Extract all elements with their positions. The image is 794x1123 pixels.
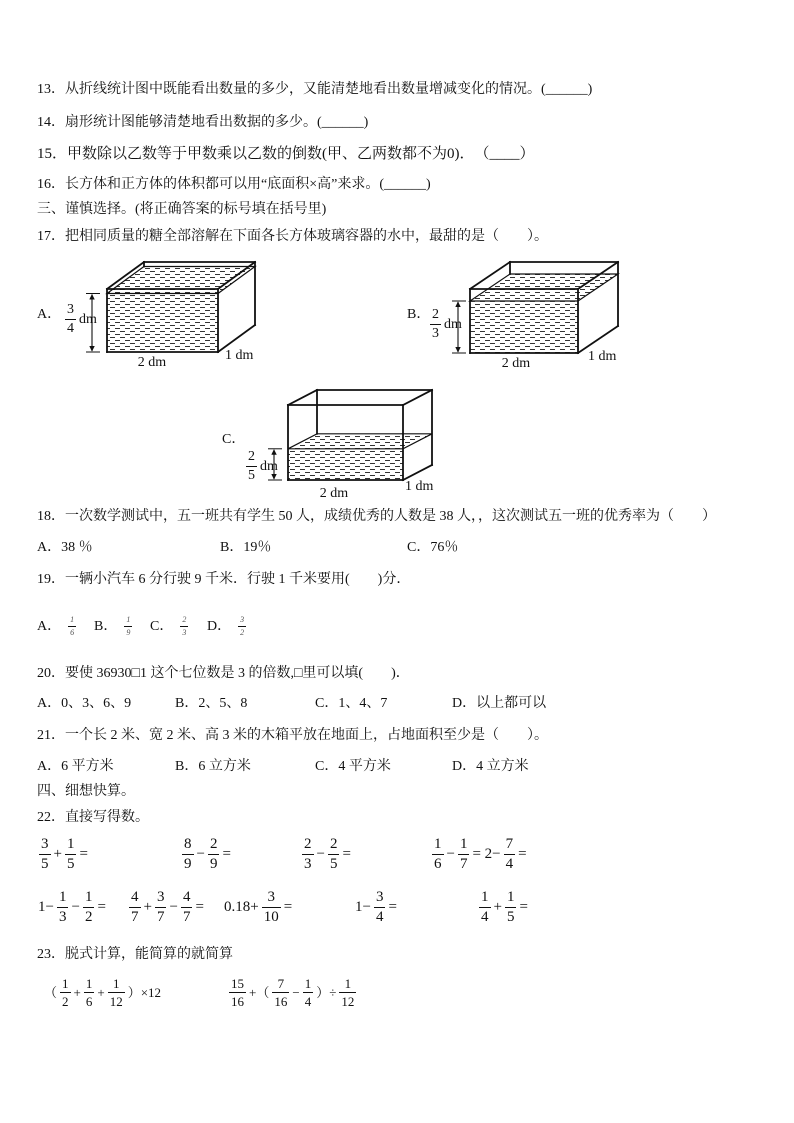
q19-option-b	[94, 616, 133, 637]
q22-expression	[222, 890, 294, 925]
math-symbol: ）÷	[316, 985, 337, 1000]
fraction-denominator: 7	[182, 909, 191, 925]
container-figure-c	[268, 390, 432, 480]
fraction	[181, 890, 193, 925]
fraction-numerator: 1	[459, 836, 468, 852]
q22-expression	[301, 837, 353, 872]
fraction-denominator: 9	[209, 856, 218, 872]
math-symbol: −	[292, 985, 300, 1000]
q21-option-c: C．4 平方米	[315, 759, 391, 774]
option-letter: B．	[94, 619, 118, 634]
figure-c-option-label: C．	[222, 432, 246, 447]
math-symbol: =	[519, 899, 528, 915]
fraction	[129, 890, 141, 925]
question-17: 17．把相同质量的糖全部溶解在下面各长方体玻璃容器的水中，最甜的是（ ）。	[37, 229, 548, 244]
fraction-numerator: 1	[344, 976, 352, 991]
fraction-denominator: 12	[341, 994, 355, 1009]
math-symbol: =	[222, 846, 231, 862]
q20-option-b: B．2、5、8	[175, 696, 248, 711]
option-fraction	[123, 616, 133, 637]
fraction-denominator: 4	[67, 321, 74, 336]
q18-option-b: B．19％	[220, 540, 272, 555]
q20-option-c: C．1、4、7	[315, 696, 388, 711]
math-symbol: dm	[444, 316, 462, 332]
fraction-numerator: 1	[126, 615, 131, 624]
fraction	[303, 977, 314, 1008]
question-14: 14．扇形统计图能够清楚地看出数据的多少。(______)	[37, 115, 369, 130]
fraction-denominator: 5	[329, 856, 338, 872]
math-symbol: −	[196, 846, 205, 862]
fraction	[65, 303, 76, 336]
option-letter: D．	[207, 619, 232, 634]
fraction-denominator: 5	[506, 909, 515, 925]
question-13: 13．从折线统计图中既能看出数量的多少，又能清楚地看出数量增减变化的情况。(______)	[37, 82, 593, 97]
fraction	[83, 890, 95, 925]
fraction-numerator: 1	[62, 976, 69, 991]
fraction-numerator: 7	[277, 976, 285, 991]
fraction-numerator: 1	[84, 889, 93, 905]
math-symbol: +	[73, 985, 81, 1000]
q19-option-c	[150, 616, 189, 637]
math-symbol: 1−	[355, 899, 371, 915]
q21-option-b: B．6 立方米	[175, 759, 251, 774]
fraction-numerator: 7	[505, 836, 514, 852]
math-symbol: =	[195, 899, 204, 915]
fraction-denominator: 5	[248, 468, 255, 483]
fraction-numerator: 2	[329, 836, 338, 852]
q19-option-d	[207, 616, 247, 637]
fraction	[182, 837, 194, 872]
question-22: 22．直接写得数。	[37, 810, 149, 825]
water-surface	[288, 434, 432, 449]
option-letter: C．	[150, 619, 174, 634]
math-symbol: 0.18+	[224, 899, 259, 915]
fraction-denominator: 4	[304, 994, 312, 1009]
fraction	[272, 977, 289, 1008]
fraction	[328, 837, 340, 872]
fraction-denominator: 7	[131, 909, 139, 925]
option-letter: A．	[37, 619, 62, 634]
fraction-numerator: 1	[304, 976, 312, 991]
figure-b-width-label: 1 dm	[588, 349, 617, 364]
math-symbol: =	[283, 899, 293, 915]
fraction-denominator: 3	[58, 909, 67, 925]
fraction	[302, 837, 314, 872]
q22-expression	[36, 890, 108, 925]
fraction	[108, 977, 125, 1008]
figure-b-length-label: 2 dm	[501, 356, 531, 371]
q22-expression	[353, 890, 399, 925]
option-fraction	[237, 616, 247, 637]
fraction	[374, 890, 386, 925]
figure-a-length-label: 2 dm	[137, 355, 167, 370]
fraction-numerator: 3	[267, 889, 275, 905]
fraction-numerator: 1	[434, 836, 442, 852]
math-symbol: 1−	[38, 899, 54, 915]
fraction-numerator: 1	[481, 889, 489, 905]
water-front	[107, 294, 218, 353]
math-symbol: = 2−	[472, 846, 501, 862]
fraction	[339, 977, 356, 1008]
figure-b-option-label: B．	[407, 307, 431, 322]
section-3-title: 三、谨慎选择。(将正确答案的标号填在括号里)	[37, 202, 327, 217]
q22-expression	[431, 837, 529, 872]
fraction-numerator: 1	[85, 976, 93, 991]
math-symbol: =	[342, 846, 351, 862]
fraction	[229, 977, 246, 1008]
fraction	[65, 837, 77, 872]
math-symbol: +	[493, 899, 502, 915]
fraction-denominator: 4	[375, 909, 384, 925]
fraction-numerator: 1	[506, 889, 515, 905]
math-symbol: +	[97, 985, 105, 1000]
fraction-denominator: 12	[109, 994, 123, 1009]
fraction	[479, 890, 491, 925]
q23-expression	[228, 977, 357, 1008]
question-16: 16．长方体和正方体的体积都可以用“底面积×高”来求。(______)	[37, 177, 431, 192]
math-symbol: =	[97, 899, 106, 915]
q20-option-a: A．0、3、6、9	[37, 696, 132, 711]
figure-c-height-label	[245, 450, 280, 483]
fraction	[68, 616, 76, 637]
figure-a-option-label: A．	[37, 307, 62, 322]
fraction-numerator: 2	[209, 836, 218, 852]
container-figure-b	[452, 262, 618, 353]
fraction	[458, 837, 470, 872]
math-symbol: +（	[249, 985, 270, 1000]
fraction-numerator: 4	[182, 889, 191, 905]
question-18: 18．一次数学测试中，五一班共有学生 50 人，成绩优秀的人数是 38 人，，这次测试五一班的优秀率为（ ）	[37, 509, 716, 524]
fraction	[208, 837, 220, 872]
figure-b-height-label	[429, 308, 464, 341]
container-edge	[288, 390, 317, 405]
fraction-numerator: 2	[432, 307, 439, 322]
question-21: 21．一个长 2 米、宽 2 米、高 3 米的木箱平放在地面上，占地面积至少是（ ）。	[37, 728, 548, 743]
option-fraction	[67, 616, 77, 637]
q22-expression	[38, 837, 90, 872]
math-symbol: =	[79, 846, 88, 862]
math-symbol: −	[446, 846, 455, 862]
container-figure-a	[86, 262, 255, 352]
fraction	[84, 977, 95, 1008]
math-symbol: −	[316, 846, 325, 862]
math-symbol: dm	[79, 311, 97, 327]
math-symbol: =	[518, 846, 527, 862]
fraction-numerator: 2	[248, 449, 255, 464]
q20-option-d: D．以上都可以	[452, 696, 547, 711]
fraction-denominator: 16	[231, 994, 244, 1009]
q22-expression	[128, 890, 206, 925]
fraction	[155, 890, 167, 925]
math-symbol: （	[44, 985, 58, 1000]
math-symbol: =	[388, 899, 397, 915]
fraction	[238, 616, 246, 637]
q18-option-a: A．38 ％	[37, 540, 93, 555]
q21-option-d: D．4 立方米	[452, 759, 529, 774]
fraction-denominator: 10	[263, 909, 279, 925]
figure-a-height-label	[64, 303, 99, 336]
fraction-numerator: 2	[182, 615, 187, 624]
fraction-denominator: 2	[84, 909, 93, 925]
fraction-numerator: 1	[70, 615, 75, 624]
fraction-numerator: 3	[375, 889, 384, 905]
fraction-denominator: 7	[459, 856, 468, 872]
q18-option-c: C．76％	[407, 540, 459, 555]
fraction-numerator: 3	[156, 889, 165, 905]
fraction-denominator: 9	[184, 856, 192, 872]
fraction-denominator: 6	[70, 628, 75, 637]
math-symbol: ）×12	[127, 985, 162, 1000]
fraction-denominator: 5	[41, 856, 49, 872]
fraction-denominator: 2	[62, 994, 69, 1009]
math-symbol: −	[71, 899, 80, 915]
fraction	[57, 890, 69, 925]
math-symbol: −	[169, 899, 178, 915]
fraction-denominator: 7	[156, 909, 165, 925]
fraction-denominator: 9	[126, 628, 131, 637]
fraction-denominator: 6	[434, 856, 442, 872]
math-symbol: +	[53, 846, 62, 862]
option-fraction	[179, 616, 189, 637]
fraction	[262, 890, 281, 925]
fraction-denominator: 4	[481, 909, 489, 925]
water-front	[288, 449, 403, 480]
fraction-denominator: 3	[432, 326, 439, 341]
fraction-numerator: 3	[67, 302, 74, 317]
fraction-numerator: 1	[58, 889, 67, 905]
fraction	[60, 977, 71, 1008]
fraction-numerator: 1	[112, 976, 120, 991]
q22-expression	[478, 890, 530, 925]
fraction	[246, 450, 257, 483]
question-20: 20．要使 36930□1 这个七位数是 3 的倍数,□里可以填( )．	[37, 666, 410, 681]
q23-expression	[42, 977, 163, 1008]
math-symbol: +	[143, 899, 152, 915]
fraction-numerator: 2	[304, 836, 312, 852]
question-23: 23．脱式计算，能简算的就简算	[37, 947, 233, 962]
fraction-denominator: 6	[85, 994, 93, 1009]
fraction	[39, 837, 51, 872]
fraction-numerator: 3	[41, 836, 49, 852]
fraction-numerator: 3	[240, 615, 245, 624]
water-front	[470, 301, 578, 353]
fraction-denominator: 4	[505, 856, 514, 872]
math-symbol: dm	[260, 458, 278, 474]
fraction-denominator: 3	[304, 856, 312, 872]
question-19: 19．一辆小汽车 6 分行驶 9 千米．行驶 1 千米要用( )分．	[37, 572, 411, 587]
figure-c-width-label: 1 dm	[405, 479, 434, 494]
q21-option-a: A．6 平方米	[37, 759, 114, 774]
fraction-numerator: 1	[66, 836, 75, 852]
fraction-denominator: 2	[240, 628, 245, 637]
fraction	[432, 837, 444, 872]
figure-c-length-label: 2 dm	[319, 486, 349, 501]
fraction-denominator: 16	[274, 994, 288, 1009]
fraction	[124, 616, 132, 637]
fraction	[180, 616, 188, 637]
section-4-title: 四、细想快算。	[37, 784, 135, 799]
fraction-numerator: 15	[231, 976, 244, 991]
q22-expression	[181, 837, 233, 872]
q19-option-a	[37, 616, 77, 637]
figure-a-width-label: 1 dm	[225, 348, 254, 363]
fraction-numerator: 8	[184, 836, 192, 852]
fraction-denominator: 5	[66, 856, 75, 872]
fraction	[504, 837, 516, 872]
container-edge	[403, 390, 432, 405]
fraction-numerator: 4	[131, 889, 139, 905]
fraction	[505, 890, 517, 925]
fraction-denominator: 3	[182, 628, 187, 637]
fraction	[430, 308, 441, 341]
question-15: 15．甲数除以乙数等于甲数乘以乙数的倒数(甲、乙两数都不为0)． （____）	[37, 146, 535, 162]
